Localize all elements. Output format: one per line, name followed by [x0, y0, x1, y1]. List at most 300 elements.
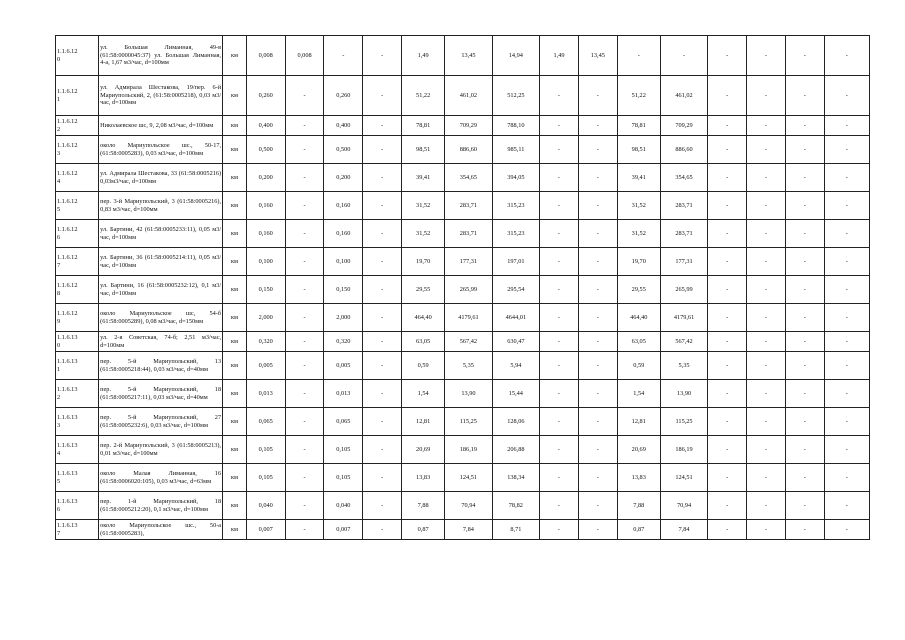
- row-value-cell: -: [708, 436, 747, 464]
- row-value-cell: 0,87: [617, 520, 660, 540]
- row-value-cell: -: [824, 380, 869, 408]
- row-value-cell: -: [708, 352, 747, 380]
- row-value-cell: 39,41: [617, 164, 660, 192]
- table-row: [56, 304, 870, 332]
- row-value-cell: 0,320: [324, 332, 363, 352]
- row-value-cell: -: [747, 408, 786, 436]
- row-value-cell: -: [747, 304, 786, 332]
- row-value-cell: -: [660, 36, 707, 76]
- row-value-cell: 29,55: [402, 276, 445, 304]
- row-value-cell: -: [285, 164, 324, 192]
- table-row: [56, 352, 870, 380]
- row-value-cell: 283,71: [660, 192, 707, 220]
- row-value-cell: 20,69: [617, 436, 660, 464]
- row-code-cell: 1.1.6.12 1: [56, 76, 99, 116]
- row-value-cell: -: [285, 136, 324, 164]
- row-value-cell: 31,52: [402, 192, 445, 220]
- row-code-cell: 1.1.6.12 2: [56, 116, 99, 136]
- row-value-cell: -: [540, 76, 579, 116]
- row-value-cell: -: [747, 520, 786, 540]
- row-value-cell: -: [708, 408, 747, 436]
- row-value-cell: 31,52: [617, 220, 660, 248]
- row-value-cell: -: [708, 332, 747, 352]
- row-value-cell: 283,71: [445, 192, 492, 220]
- row-value-cell: -: [747, 248, 786, 276]
- row-value-cell: -: [363, 304, 402, 332]
- row-unit-cell: км: [223, 220, 247, 248]
- table-row: [56, 332, 870, 352]
- row-value-cell: 0,040: [324, 492, 363, 520]
- row-value-cell: -: [747, 192, 786, 220]
- row-value-cell: 0,105: [324, 464, 363, 492]
- row-value-cell: -: [824, 352, 869, 380]
- row-value-cell: -: [617, 36, 660, 76]
- row-value-cell: -: [363, 220, 402, 248]
- row-value-cell: -: [824, 136, 869, 164]
- row-value-cell: -: [785, 492, 824, 520]
- row-unit-cell: км: [223, 136, 247, 164]
- row-value-cell: -: [708, 220, 747, 248]
- row-value-cell: -: [747, 332, 786, 352]
- row-value-cell: -: [540, 436, 579, 464]
- row-value-cell: -: [540, 164, 579, 192]
- investment-program-table: [55, 35, 870, 540]
- row-value-cell: 14,94: [492, 36, 539, 76]
- row-value-cell: 177,31: [445, 248, 492, 276]
- row-value-cell: -: [285, 76, 324, 116]
- row-value-cell: 464,40: [402, 304, 445, 332]
- row-value-cell: 39,41: [402, 164, 445, 192]
- row-code-cell: 1.1.6.13 2: [56, 380, 99, 408]
- row-value-cell: -: [785, 436, 824, 464]
- table-row: [56, 76, 870, 116]
- table-row: [56, 164, 870, 192]
- row-value-cell: -: [747, 380, 786, 408]
- row-value-cell: 12,81: [402, 408, 445, 436]
- row-value-cell: -: [785, 164, 824, 192]
- row-unit-cell: км: [223, 36, 247, 76]
- row-value-cell: -: [785, 276, 824, 304]
- table-row: [56, 220, 870, 248]
- row-code-cell: 1.1.6.12 0: [56, 36, 99, 76]
- row-value-cell: 13,83: [402, 464, 445, 492]
- row-value-cell: 78,82: [492, 492, 539, 520]
- row-value-cell: -: [540, 380, 579, 408]
- row-value-cell: 5,94: [492, 352, 539, 380]
- row-value-cell: -: [578, 116, 617, 136]
- row-value-cell: -: [747, 436, 786, 464]
- row-value-cell: 0,005: [324, 352, 363, 380]
- row-value-cell: 0,160: [246, 220, 285, 248]
- row-value-cell: 7,88: [402, 492, 445, 520]
- row-value-cell: -: [824, 436, 869, 464]
- row-value-cell: 464,40: [617, 304, 660, 332]
- row-value-cell: -: [824, 248, 869, 276]
- row-value-cell: -: [578, 304, 617, 332]
- row-value-cell: -: [285, 436, 324, 464]
- row-value-cell: 19,70: [617, 248, 660, 276]
- row-code-cell: 1.1.6.12 4: [56, 164, 99, 192]
- row-unit-cell: км: [223, 248, 247, 276]
- row-value-cell: 63,05: [402, 332, 445, 352]
- row-value-cell: -: [578, 332, 617, 352]
- row-value-cell: 0,59: [402, 352, 445, 380]
- row-value-cell: 0,007: [324, 520, 363, 540]
- row-unit-cell: км: [223, 436, 247, 464]
- row-value-cell: 709,29: [445, 116, 492, 136]
- row-value-cell: 124,51: [660, 464, 707, 492]
- row-description-cell: ул. Бартини, 16 (61:58:0005232:12), 0,1 м3/час, d=100мм: [99, 276, 223, 304]
- row-value-cell: 512,25: [492, 76, 539, 116]
- row-value-cell: 283,71: [445, 220, 492, 248]
- row-description-cell: пер. 5-й Мариупольский, 13 (61:58:0005218:44), 0,03 м3/час, d=40мм: [99, 352, 223, 380]
- row-value-cell: 13,90: [445, 380, 492, 408]
- row-unit-cell: км: [223, 332, 247, 352]
- row-value-cell: 13,45: [445, 36, 492, 76]
- row-value-cell: -: [578, 492, 617, 520]
- table-row: [56, 380, 870, 408]
- row-value-cell: -: [363, 276, 402, 304]
- row-value-cell: 0,040: [246, 492, 285, 520]
- row-value-cell: -: [363, 116, 402, 136]
- row-value-cell: 0,150: [324, 276, 363, 304]
- row-value-cell: -: [708, 380, 747, 408]
- row-value-cell: -: [540, 248, 579, 276]
- row-value-cell: 128,06: [492, 408, 539, 436]
- row-value-cell: -: [540, 116, 579, 136]
- row-value-cell: 985,11: [492, 136, 539, 164]
- row-value-cell: 567,42: [445, 332, 492, 352]
- row-value-cell: -: [747, 352, 786, 380]
- row-value-cell: 1,49: [402, 36, 445, 76]
- row-value-cell: -: [285, 332, 324, 352]
- row-value-cell: 0,400: [246, 116, 285, 136]
- table-row: [56, 36, 870, 76]
- row-value-cell: -: [747, 276, 786, 304]
- row-value-cell: -: [285, 464, 324, 492]
- row-description-cell: около Мариупольское шс., 50-17, (61:58:0005283), 0,03 м3/час, d=100мм: [99, 136, 223, 164]
- table-row: [56, 492, 870, 520]
- row-value-cell: -: [708, 276, 747, 304]
- row-unit-cell: км: [223, 76, 247, 116]
- row-value-cell: 5,35: [660, 352, 707, 380]
- row-value-cell: -: [578, 76, 617, 116]
- row-unit-cell: км: [223, 304, 247, 332]
- row-value-cell: -: [363, 332, 402, 352]
- row-value-cell: -: [785, 304, 824, 332]
- row-value-cell: 265,99: [445, 276, 492, 304]
- row-code-cell: 1.1.6.13 1: [56, 352, 99, 380]
- row-value-cell: -: [285, 492, 324, 520]
- row-value-cell: 0,008: [246, 36, 285, 76]
- row-unit-cell: км: [223, 520, 247, 540]
- row-value-cell: 0,105: [324, 436, 363, 464]
- row-value-cell: -: [540, 220, 579, 248]
- row-value-cell: 186,19: [445, 436, 492, 464]
- row-value-cell: 461,02: [445, 76, 492, 116]
- row-value-cell: -: [708, 248, 747, 276]
- row-value-cell: 7,84: [445, 520, 492, 540]
- row-value-cell: 0,065: [324, 408, 363, 436]
- row-value-cell: 0,87: [402, 520, 445, 540]
- row-value-cell: 0,260: [246, 76, 285, 116]
- row-value-cell: -: [285, 248, 324, 276]
- row-value-cell: 4179,61: [445, 304, 492, 332]
- row-value-cell: 197,01: [492, 248, 539, 276]
- row-value-cell: -: [363, 408, 402, 436]
- row-value-cell: 13,90: [660, 380, 707, 408]
- row-value-cell: -: [824, 76, 869, 116]
- row-value-cell: -: [363, 464, 402, 492]
- row-value-cell: -: [285, 380, 324, 408]
- row-value-cell: -: [363, 36, 402, 76]
- row-value-cell: 115,25: [660, 408, 707, 436]
- row-value-cell: -: [708, 464, 747, 492]
- row-code-cell: 1.1.6.12 3: [56, 136, 99, 164]
- row-value-cell: 98,51: [402, 136, 445, 164]
- row-value-cell: -: [285, 192, 324, 220]
- row-value-cell: 138,34: [492, 464, 539, 492]
- row-value-cell: -: [824, 36, 869, 76]
- row-value-cell: 115,25: [445, 408, 492, 436]
- row-value-cell: 51,22: [617, 76, 660, 116]
- row-description-cell: ул. Бартини, 36 (61:58:0005214:11), 0,05 м3/час, d=100мм: [99, 248, 223, 276]
- row-value-cell: -: [708, 136, 747, 164]
- row-value-cell: -: [785, 192, 824, 220]
- row-value-cell: -: [824, 332, 869, 352]
- row-value-cell: -: [824, 192, 869, 220]
- row-value-cell: -: [285, 520, 324, 540]
- row-value-cell: 0,100: [324, 248, 363, 276]
- row-value-cell: 5,35: [445, 352, 492, 380]
- row-value-cell: -: [540, 520, 579, 540]
- row-value-cell: -: [540, 464, 579, 492]
- row-value-cell: -: [285, 116, 324, 136]
- row-value-cell: -: [578, 520, 617, 540]
- table-row: [56, 276, 870, 304]
- row-value-cell: -: [747, 492, 786, 520]
- row-value-cell: 0,013: [324, 380, 363, 408]
- row-unit-cell: км: [223, 352, 247, 380]
- table-row: [56, 248, 870, 276]
- row-value-cell: -: [785, 36, 824, 76]
- row-value-cell: -: [708, 520, 747, 540]
- row-value-cell: 51,22: [402, 76, 445, 116]
- row-value-cell: 1,54: [617, 380, 660, 408]
- row-value-cell: -: [824, 304, 869, 332]
- row-value-cell: 315,23: [492, 192, 539, 220]
- row-value-cell: -: [708, 116, 747, 136]
- row-value-cell: -: [578, 164, 617, 192]
- row-value-cell: -: [363, 248, 402, 276]
- table-row: [56, 520, 870, 540]
- row-value-cell: -: [540, 276, 579, 304]
- row-value-cell: 19,70: [402, 248, 445, 276]
- row-value-cell: 0,160: [324, 220, 363, 248]
- row-value-cell: -: [285, 276, 324, 304]
- row-value-cell: 70,94: [445, 492, 492, 520]
- row-value-cell: 0,105: [246, 464, 285, 492]
- row-value-cell: -: [363, 352, 402, 380]
- row-value-cell: 788,10: [492, 116, 539, 136]
- row-value-cell: 63,05: [617, 332, 660, 352]
- row-description-cell: около Малая Лиманная, 16 (61:58:0006020:105), 0,03 м3/час, d=63мм: [99, 464, 223, 492]
- row-code-cell: 1.1.6.12 8: [56, 276, 99, 304]
- row-value-cell: 7,88: [617, 492, 660, 520]
- row-unit-cell: км: [223, 192, 247, 220]
- row-value-cell: 0,150: [246, 276, 285, 304]
- table-row: [56, 408, 870, 436]
- row-value-cell: -: [824, 220, 869, 248]
- row-value-cell: -: [578, 192, 617, 220]
- row-value-cell: 315,23: [492, 220, 539, 248]
- row-value-cell: -: [285, 352, 324, 380]
- row-code-cell: 1.1.6.13 0: [56, 332, 99, 352]
- row-value-cell: -: [363, 380, 402, 408]
- row-value-cell: -: [578, 136, 617, 164]
- row-description-cell: ул. Адмирала Шестакова, 33 (61:58:0005216) 0,03м3/час, d=100мм: [99, 164, 223, 192]
- row-value-cell: 206,88: [492, 436, 539, 464]
- row-value-cell: -: [785, 352, 824, 380]
- row-value-cell: -: [540, 332, 579, 352]
- row-value-cell: 2,000: [246, 304, 285, 332]
- row-value-cell: 0,500: [324, 136, 363, 164]
- row-value-cell: 0,200: [246, 164, 285, 192]
- row-description-cell: ул. 2-я Советская, 74-б; 2,51 м3/час, d=100мм: [99, 332, 223, 352]
- row-value-cell: -: [824, 464, 869, 492]
- row-value-cell: -: [747, 36, 786, 76]
- row-value-cell: -: [578, 436, 617, 464]
- row-code-cell: 1.1.6.12 7: [56, 248, 99, 276]
- row-value-cell: -: [578, 276, 617, 304]
- row-description-cell: пер. 1-й Мариупольский, 18 (61:58:0005212:20), 0,1 м3/час, d=100мм: [99, 492, 223, 520]
- row-unit-cell: км: [223, 492, 247, 520]
- row-unit-cell: км: [223, 116, 247, 136]
- row-value-cell: -: [363, 76, 402, 116]
- row-value-cell: -: [285, 408, 324, 436]
- row-value-cell: -: [747, 76, 786, 116]
- row-value-cell: -: [785, 408, 824, 436]
- row-value-cell: 0,320: [246, 332, 285, 352]
- row-value-cell: -: [785, 220, 824, 248]
- row-unit-cell: км: [223, 464, 247, 492]
- row-value-cell: -: [363, 436, 402, 464]
- row-description-cell: Николаевское шс, 9, 2,08 м3/час, d=100мм: [99, 116, 223, 136]
- row-value-cell: -: [785, 520, 824, 540]
- row-description-cell: пер. 5-й Мариупольский, 18 (61:58:0005217:11), 0,03 м3/час, d=40мм: [99, 380, 223, 408]
- row-value-cell: 177,31: [660, 248, 707, 276]
- row-value-cell: -: [363, 492, 402, 520]
- row-value-cell: -: [708, 76, 747, 116]
- row-value-cell: -: [747, 116, 786, 136]
- table-row: [56, 464, 870, 492]
- row-value-cell: -: [785, 248, 824, 276]
- row-value-cell: 78,81: [402, 116, 445, 136]
- row-value-cell: -: [747, 164, 786, 192]
- row-value-cell: 0,59: [617, 352, 660, 380]
- row-value-cell: -: [540, 192, 579, 220]
- row-value-cell: 0,260: [324, 76, 363, 116]
- table-body: [56, 36, 870, 540]
- row-value-cell: 0,160: [246, 192, 285, 220]
- row-code-cell: 1.1.6.13 3: [56, 408, 99, 436]
- row-value-cell: -: [785, 136, 824, 164]
- row-value-cell: 12,81: [617, 408, 660, 436]
- row-unit-cell: км: [223, 380, 247, 408]
- row-value-cell: -: [708, 192, 747, 220]
- table-row: [56, 436, 870, 464]
- row-value-cell: -: [824, 520, 869, 540]
- row-value-cell: 567,42: [660, 332, 707, 352]
- row-value-cell: 2,000: [324, 304, 363, 332]
- row-value-cell: -: [578, 408, 617, 436]
- row-value-cell: -: [578, 352, 617, 380]
- row-value-cell: 709,29: [660, 116, 707, 136]
- row-value-cell: 13,83: [617, 464, 660, 492]
- row-value-cell: 0,007: [246, 520, 285, 540]
- row-code-cell: 1.1.6.12 5: [56, 192, 99, 220]
- row-value-cell: 186,19: [660, 436, 707, 464]
- row-value-cell: -: [747, 464, 786, 492]
- row-value-cell: -: [824, 492, 869, 520]
- row-value-cell: -: [785, 116, 824, 136]
- row-value-cell: 630,47: [492, 332, 539, 352]
- row-value-cell: -: [285, 304, 324, 332]
- row-value-cell: 8,71: [492, 520, 539, 540]
- row-value-cell: -: [708, 492, 747, 520]
- row-code-cell: 1.1.6.13 7: [56, 520, 99, 540]
- row-value-cell: 4644,01: [492, 304, 539, 332]
- row-value-cell: -: [540, 408, 579, 436]
- row-value-cell: -: [708, 36, 747, 76]
- row-value-cell: -: [578, 464, 617, 492]
- row-value-cell: -: [747, 136, 786, 164]
- row-value-cell: 0,500: [246, 136, 285, 164]
- row-value-cell: 31,52: [617, 192, 660, 220]
- table-row: [56, 116, 870, 136]
- row-value-cell: 29,55: [617, 276, 660, 304]
- row-value-cell: -: [363, 192, 402, 220]
- row-value-cell: 70,94: [660, 492, 707, 520]
- row-description-cell: ул. Адмирала Шестакова, 19/пер. 6-й Мариупольский, 2, (61:58:0005218), 0,03 м3/час, d=100мм: [99, 76, 223, 116]
- row-value-cell: 0,065: [246, 408, 285, 436]
- row-value-cell: -: [363, 136, 402, 164]
- row-value-cell: -: [785, 332, 824, 352]
- row-value-cell: 98,51: [617, 136, 660, 164]
- row-value-cell: -: [747, 220, 786, 248]
- row-description-cell: ул. Бартини, 42 (61:58:0005233:11), 0,05 м3/час, d=100мм: [99, 220, 223, 248]
- row-value-cell: 4179,61: [660, 304, 707, 332]
- row-value-cell: 0,008: [285, 36, 324, 76]
- row-value-cell: 15,44: [492, 380, 539, 408]
- row-value-cell: -: [540, 304, 579, 332]
- row-value-cell: 7,84: [660, 520, 707, 540]
- row-value-cell: -: [824, 116, 869, 136]
- row-code-cell: 1.1.6.13 5: [56, 464, 99, 492]
- row-value-cell: -: [578, 380, 617, 408]
- row-value-cell: -: [785, 464, 824, 492]
- row-value-cell: -: [363, 164, 402, 192]
- row-description-cell: пер. 2-й Мариупольский, 3 (61:58:0005213), 0,01 м3/час, d=100мм: [99, 436, 223, 464]
- row-value-cell: -: [578, 248, 617, 276]
- row-value-cell: 1,49: [540, 36, 579, 76]
- table-row: [56, 136, 870, 164]
- row-value-cell: -: [285, 220, 324, 248]
- row-value-cell: 20,69: [402, 436, 445, 464]
- row-value-cell: 124,51: [445, 464, 492, 492]
- row-value-cell: 394,05: [492, 164, 539, 192]
- row-value-cell: -: [708, 304, 747, 332]
